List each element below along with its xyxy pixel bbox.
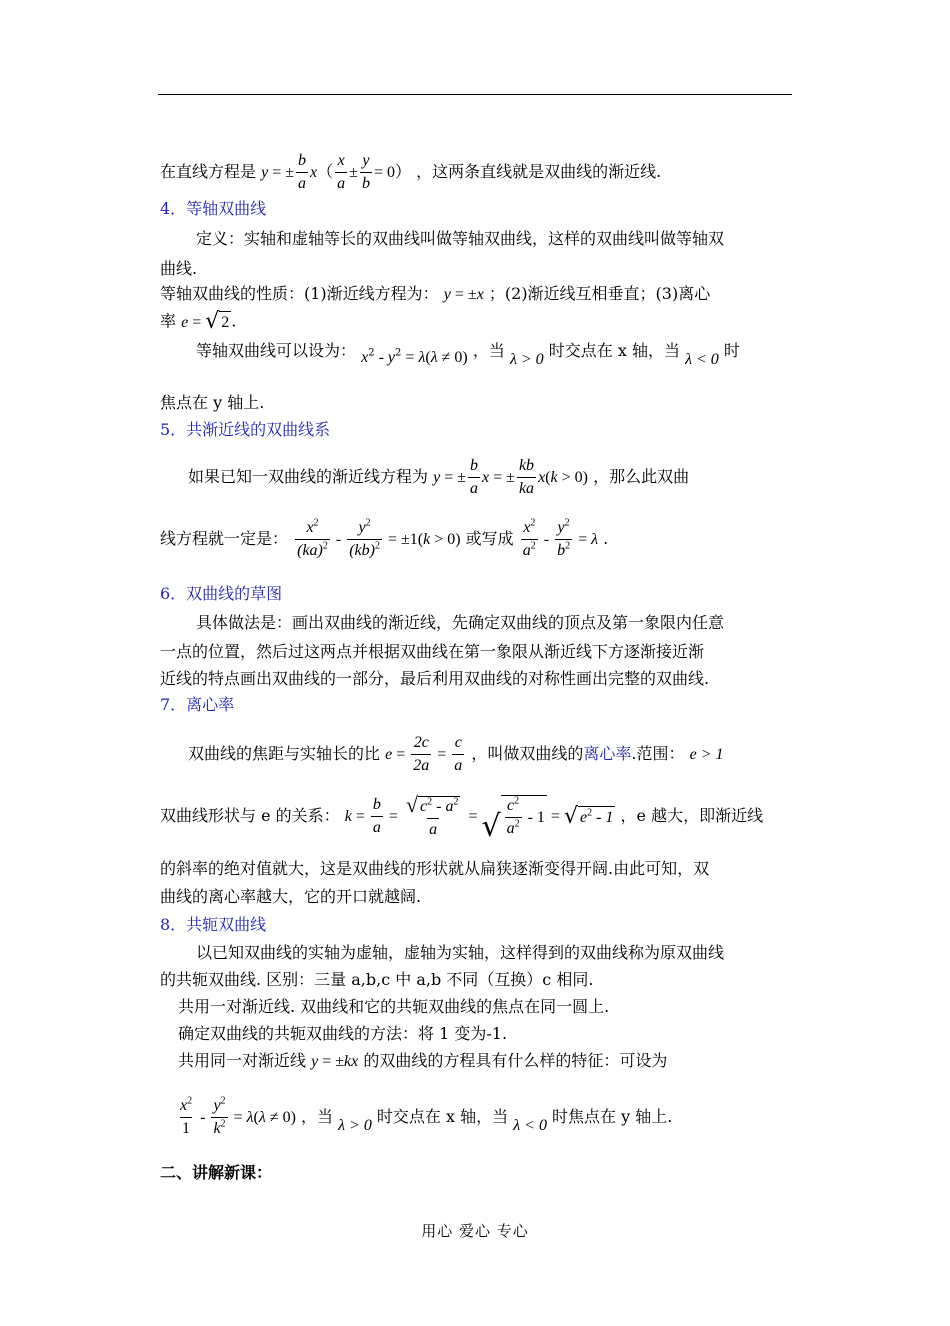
sec4-definition-line2: 曲线. [160, 259, 198, 278]
sec5-equation: $\frac{x^2}{(ka)^2}$ - $\frac{y^2}{(kb)^2}$ = ±1(k > 0) [297, 517, 461, 559]
sec6-line3: 近线的特点画出双曲线的一部分，最后利用双曲线的对称性画出完整的双曲线. [160, 669, 710, 688]
sec4-cond1: λ > 0 [509, 351, 544, 368]
sec5-text3: 线方程就一定是： [160, 529, 289, 548]
sec7-text2: ，叫做双曲线的 [471, 744, 584, 763]
sec4-setting-line2: 焦点在 y 轴上. [160, 393, 265, 412]
sec8-cond2: λ < 0 [513, 1117, 547, 1134]
section-6-heading: 6．双曲线的草图 [160, 584, 283, 603]
sec7-ecc-formula: e = $\frac{2c}{2a}$ = $\frac{c}{a}$ [385, 734, 463, 774]
sec8-text1: 共用同一对渐近线 [178, 1051, 307, 1070]
sec4-properties [160, 283, 710, 306]
sec6-line2: 一点的位置，然后过这两点并根据双曲线在第一象限从渐近线下方逐渐接近渐 [160, 642, 705, 661]
sec8-line1: 以已知双曲线的实轴为虚轴，虚轴为实轴，这样得到的双曲线称为原双曲线 [196, 943, 725, 962]
new-lesson-heading: 二、讲解新课： [160, 1163, 273, 1182]
eccentricity-link: 离心率 [583, 744, 632, 763]
section-5-heading: 5．共渐近线的双曲线系 [160, 420, 331, 439]
asymptote-line [160, 151, 661, 194]
section-7-heading: 7．离心率 [160, 695, 235, 714]
sec7-text3: .范围： [631, 744, 685, 763]
header-rule [158, 94, 792, 95]
sec7-text5: ，e 越大，即渐近线 [620, 806, 764, 825]
sec5-line2 [160, 518, 608, 561]
sec5-text2: ，那么此双曲 [593, 467, 690, 486]
sec8-text2: 的双曲线的方程具有什么样的特征：可设为 [363, 1051, 668, 1070]
sec7-line4: 曲线的离心率越大，它的开口就越阔. [160, 887, 422, 906]
sec4-set-text2: ，当 [472, 341, 505, 360]
sec7-line2 [160, 792, 764, 844]
sec7-range: e > 1 [689, 746, 724, 763]
sec7-text4: 双曲线形状与 e 的关系： [160, 806, 340, 825]
sec7-shape-formula: k = $\frac{b}{a}$ = √ $c^2 - a^2$ a = √ $\frac{c^2}{a^2}$ - 1 = √ $e^2 - 1$ [344, 792, 614, 844]
sec4-definition-line1: 定义：实轴和虚轴等长的双曲线叫做等轴双曲线，这样的双曲线叫做等轴双 [196, 229, 725, 248]
sec4-prop-text2: ；(2)渐近线互相垂直；(3)离心 [488, 284, 711, 303]
sec4-set-text3: 时交点在 x 轴，当 [548, 341, 680, 360]
sec4-ecc-end: . [231, 311, 237, 331]
sec4-ecc-formula: e = √ 2 [181, 309, 230, 334]
page-footer: 用心 爱心 专心 [421, 1222, 529, 1240]
sec8-line2: 的共轭双曲线. 区别：三量 a,b,c 中 a,b 不同（互换）c 相同. [160, 970, 594, 989]
sec4-prop-formula: y = ±x [443, 286, 484, 303]
sec4-set-text4: 时 [723, 341, 740, 360]
sec8-asymptote-formula: y = ±kx [311, 1053, 359, 1070]
sec7-line3: 的斜率的绝对值就大，这是双曲线的形状就从扁狭逐渐变得开阔.由此可知，双 [160, 859, 710, 878]
sec8-text3: ，当 [300, 1107, 333, 1126]
sec5-text4: 或写成 [465, 529, 514, 548]
sec4-set-formula: $x^2 - y^2 = \lambda(\lambda \ne 0)$ [361, 347, 468, 366]
sec8-equation: $\frac{x^2}{1}$ - $\frac{y^2}{k^2}$ = λ(λ ≠ 0) [180, 1095, 296, 1137]
sec8-line6 [176, 1096, 672, 1139]
section-8-heading: 8．共轭双曲线 [160, 915, 267, 934]
sec5-line1 [188, 456, 689, 499]
section-4-heading: 4．等轴双曲线 [160, 199, 267, 218]
asymptote-text-prefix: 在直线方程是 [160, 162, 257, 181]
sec4-cond2: λ < 0 [685, 351, 719, 368]
sec4-setting-line [196, 340, 740, 368]
sec5-equation2: $\frac{x^2}{a^2}$ - $\frac{y^2}{b^2}$ = λ [522, 517, 599, 559]
sec5-text1: 如果已知一双曲线的渐近线方程为 [188, 467, 429, 486]
sec5-text5: . [603, 529, 609, 548]
sec4-eccentricity [160, 310, 236, 334]
sec7-text1: 双曲线的焦距与实轴长的比 [188, 744, 381, 763]
sec8-line4: 确定双曲线的共轭双曲线的方法：将 1 变为-1. [178, 1024, 508, 1043]
sec8-cond1: λ > 0 [338, 1117, 372, 1134]
sec7-line1 [188, 733, 724, 776]
asymptote-text-suffix: ，这两条直线就是双曲线的渐近线. [416, 162, 662, 181]
sec8-text5: 时焦点在 y 轴上. [552, 1107, 673, 1126]
sec8-text4: 时交点在 x 轴，当 [376, 1107, 509, 1126]
sec4-set-text: 等轴双曲线可以设为： [196, 341, 357, 360]
sec8-line3: 共用一对渐近线. 双曲线和它的共轭双曲线的焦点在同一圆上. [178, 997, 610, 1016]
sec6-line1: 具体做法是：画出双曲线的渐近线，先确定双曲线的顶点及第一象限内任意 [196, 613, 725, 632]
sec8-line5 [178, 1050, 667, 1073]
sec5-asymptote-formula: y = ± $\frac{b}{a}$ x = ± $\frac{kb}{ka}$ x(k > 0) [433, 457, 588, 497]
sec4-ecc-text: 率 [160, 311, 177, 331]
asymptote-formula: y = ± $\frac{b}{a}$ x（ $\frac{x}{a}$ ± $\frac{y}{b}$ = 0） [261, 152, 411, 192]
sec4-prop-text: 等轴双曲线的性质：(1)渐近线方程为： [160, 284, 439, 303]
